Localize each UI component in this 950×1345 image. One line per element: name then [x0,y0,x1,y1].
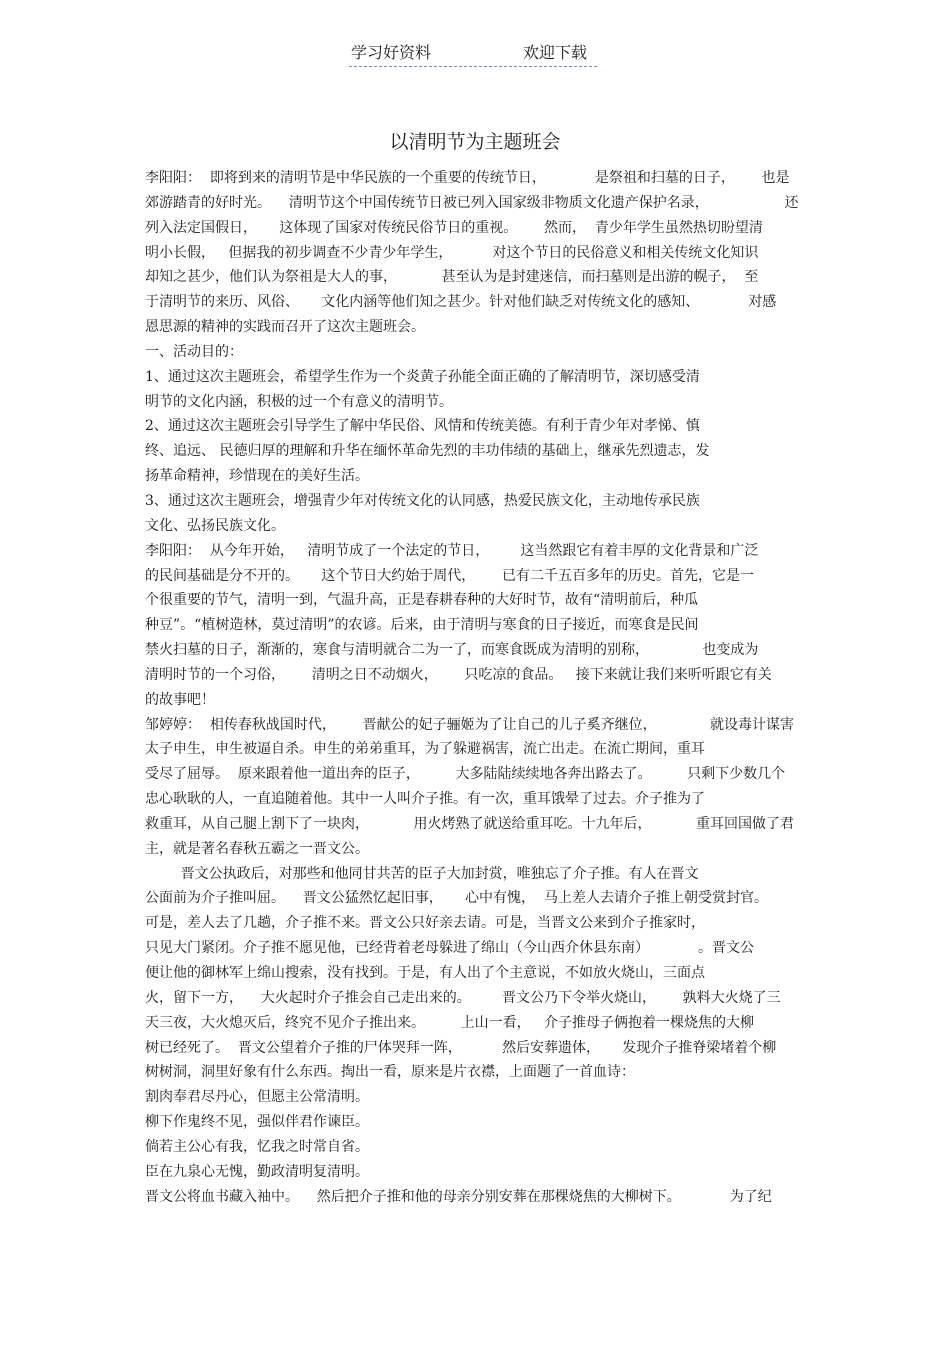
text-line: 倘若主公心有我，忆我之时常自省。 [145,1138,369,1155]
text-line: 郊游踏青的好时光。 清明节这个中国传统节日被已列入国家级非物质文化遗产保护名录， 还 [145,194,799,211]
text-line: 树树洞，洞里好象有什么东西。掏出一看，原来是片衣襟，上面题了一首血诗： [145,1064,635,1081]
text-line: 便让他的御林军上绵山搜索，没有找到。于是，有人出了个主意说，不如放火烧山，三面点 [145,965,705,981]
text-line: 终、追远、 民德归厚的理解和升华在缅怀革命先烈的丰功伟绩的基础上，继承先烈遗志，发 [145,443,710,460]
document-title: 以清明节为主题班会 [389,131,561,153]
text-line: 晋文公将血书藏入袖中。 然后把介子推和他的母亲分别安葬在那棵烧焦的大柳树下。 为了纪 [145,1188,772,1205]
text-line: 3、通过这次主题班会，增强青少年对传统文化的认同感，热爱民族文化，主动地传承民族 [145,492,700,509]
text-line: 李阳阳： 从今年开始， 清明节成了一个法定的节日， 这当然跟它有着丰厚的文化背景和广泛 [145,542,759,559]
text-line: 臣在九泉心无愧，勤政清明复清明。 [145,1163,369,1180]
text-line: 李阳阳： 即将到来的清明节是中华民族的一个重要的传统节日， 是祭祖和扫墓的日子， 也是 [145,170,790,186]
text-line: 忠心耿耿的人，一直追随着他。其中一人叫介子推。有一次，重耳饿晕了过去。介子推为了 [145,791,705,808]
text-line: 个很重要的节气，清明一到，气温升高，正是春耕春种的大好时节，故有“清明前后，种瓜 [145,592,699,609]
text-line: 救重耳，从自己腿上割下了一块肉， 用火烤熟了就送给重耳吃。十九年后， 重耳回国做了君 [145,815,795,832]
text-line: 邹婷婷： 相传春秋战国时代， 晋献公的妃子骊姬为了让自己的儿子奚齐继位， 就设毒计谋害 [145,716,795,733]
text-line: 可是，差人去了几趟，介子推不来。晋文公只好亲去请。可是，当晋文公来到介子推家时， [145,915,705,932]
text-line: 天三夜，大火熄灭后，终究不见介子推出来。 上山一看， 介子推母子俩抱着一棵烧焦的大柳 [145,1014,754,1031]
header-left-text: 学习好资料 [351,43,432,62]
text-line: 明小长假， 但据我的初步调查不少青少年学生， 对这个节日的民俗意义和相关传统文化知识 [145,244,759,261]
header-right-text: 欢迎下载 [523,43,588,62]
text-line: 树已经死了。 晋文公望着介子推的尸体哭拜一阵， 然后安葬遗体， 发现介子推脊梁堵着个柳 [145,1039,777,1056]
text-line: 火，留下一方， 大火起时介子推会自己走出来的。 晋文公乃下令举火烧山， 孰料大火烧了三 [145,989,781,1006]
text-line: 1、通过这次主题班会，希望学生作为一个炎黄子孙能全面正确的了解清明节，深切感受清 [145,368,700,385]
text-line: 明节的文化内涵，积极的过一个有意义的清明节。 [145,393,453,410]
text-line: 却知之甚少，他们认为祭祖是大人的事， 甚至认为是封建迷信，而扫墓则是出游的幌子， 至 [145,269,759,286]
text-line: 于清明节的来历、风俗、 文化内涵等他们知之甚少。针对他们缺乏对传统文化的感知、 对感 [145,294,777,311]
text-line: 受尽了屈辱。 原来跟着他一道出奔的臣子， 大多陆陆续续地各奔出路去了。 只剩下少数几个 [145,766,786,783]
text-line: 晋文公执政后，对那些和他同甘共苦的臣子大加封赏，唯独忘了介子推。有人在晋文 [145,865,699,882]
text-line: 太子申生，申生被逼自杀。申生的弟弟重耳，为了躲避祸害，流亡出走。在流亡期间，重耳 [145,741,705,758]
document-body [145,166,805,1209]
text-line: 只见大门紧闭。介子推不愿见他，已经背着老母躲进了绵山（今山西介休县东南） 。晋文公 [145,940,754,957]
text-line: 主，就是著名春秋五霸之一晋文公。 [145,840,369,857]
text-line: 种豆”。“植树造林，莫过清明”的农谚。后来，由于清明与寒食的日子接近，而寒食是民间 [145,617,699,634]
text-line: 禁火扫墓的日子，渐渐的，寒食与清明就合二为一了，而寒食既成为清明的别称， 也变成为 [145,642,759,659]
text-line: 柳下作鬼终不见，强似伴君作谏臣。 [145,1114,369,1131]
text-line: 清明时节的一个习俗， 清明之日不动烟火， 只吃凉的食品。 接下来就让我们来听听跟它有关 [145,666,772,683]
text-line: 的故事吧！ [145,691,215,708]
text-line: 公面前为介子推叫屈。 晋文公猛然忆起旧事， 心中有愧， 马上差人去请介子推上朝受赏封官。 [145,890,768,907]
text-line: 割肉奉君尽丹心，但愿主公常清明。 [145,1089,369,1106]
text-line: 列入法定国假日， 这体现了国家对传统民俗节日的重视。 然而， 青少年学生虽然热切盼望清 [145,219,763,236]
text-line: 恩思源的精神的实践而召开了这次主题班会。 [145,319,425,336]
text-line: 扬革命精神，珍惜现在的美好生活。 [145,468,369,485]
text-line: 文化、弘扬民族文化。 [145,517,285,534]
text-line: 的民间基础是分不开的。 这个节日大约始于周代， 已有二千五百多年的历史。首先，它是一 [145,567,754,584]
text-line: 一、活动目的： [145,343,243,360]
page-header [349,40,597,67]
text-line: 2、通过这次主题班会引导学生了解中华民俗、风情和传统美德。有利于青少年对孝悌、慎 [145,418,700,435]
